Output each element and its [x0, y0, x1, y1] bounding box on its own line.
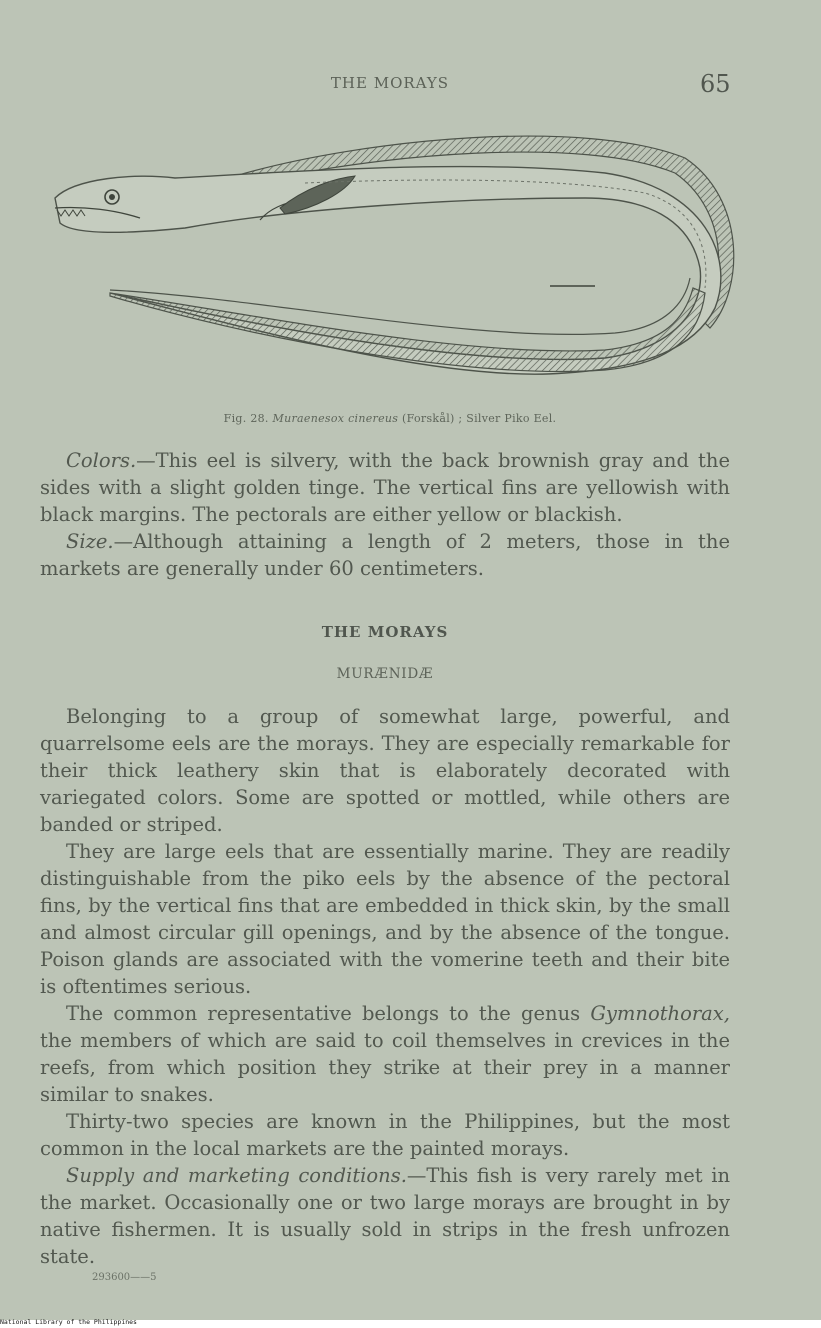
p3-end: the members of which are said to coil themselves in crevices in the reefs, from which position they strike at their prey in a manner similar to snakes.: [40, 1029, 730, 1106]
text-block-colors-size: [40, 447, 730, 582]
library-credit: National Library of the Philippines: [0, 1318, 137, 1326]
text-block-morays: [40, 703, 730, 1270]
section-subheading: MURÆNIDÆ: [336, 666, 434, 682]
colors-text: —This eel is silvery, with the back brownish gray and the sides with a slight golden tinge. The vertical fins are yellowish with black margins. The pectorals are either yellow or blackish.: [40, 449, 730, 526]
morays-paragraph-5: [40, 1162, 730, 1270]
library-strip: [0, 1320, 821, 1328]
supply-label: Supply and marketing conditions.: [66, 1164, 407, 1187]
size-label: Size.: [66, 530, 114, 553]
colors-paragraph: [40, 447, 730, 528]
p3-start: The common representative belongs to the genus: [66, 1002, 591, 1025]
eel-drawing: [45, 118, 745, 408]
eel-illustration: [45, 118, 745, 408]
caption-species: Muraenesox cinereus: [272, 412, 399, 425]
supply-text: —This fish is very rarely met in the market. Occasionally one or two large morays are brought in by native fishermen. It is usually sold in strips in the fresh unfrozen state.: [40, 1164, 730, 1268]
colors-label: Colors.: [66, 449, 137, 472]
caption-rest: (Forskål) ; Silver Piko Eel.: [402, 412, 557, 425]
running-title: THE MORAYS: [330, 74, 450, 92]
section-heading: THE MORAYS: [321, 623, 449, 641]
morays-paragraph-3: [40, 1000, 730, 1108]
morays-paragraph-4: Thirty-two species are known in the Philippines, but the most common in the local markets are the painted morays.: [40, 1110, 730, 1160]
size-paragraph: [40, 528, 730, 582]
p3-genus: Gymnothorax,: [590, 1002, 730, 1025]
printer-mark: 293600——5: [92, 1272, 157, 1283]
size-text: —Although attaining a length of 2 meters, those in the markets are generally under 60 centimeters.: [40, 530, 730, 580]
caption-prefix: Fig. 28.: [223, 412, 269, 425]
page-number: 65: [700, 70, 731, 98]
figure-caption: [0, 412, 780, 425]
morays-paragraph-1: Belonging to a group of somewhat large, powerful, and quarrelsome eels are the morays. They are especially remarkable for their thick leathery skin that is elaborately decorated with variegated colors. Some are spotted or mottled, while others are banded or striped.: [40, 705, 730, 836]
morays-paragraph-2: They are large eels that are essentially marine. They are readily distinguishable from the piko eels by the absence of the pectoral fins, by the vertical fins that are embedded in thick skin, by the small and almost circular gill openings, and by the absence of the tongue. Poison glands are associated with the vomerine teeth and their bite is oftentimes serious.: [40, 840, 730, 998]
